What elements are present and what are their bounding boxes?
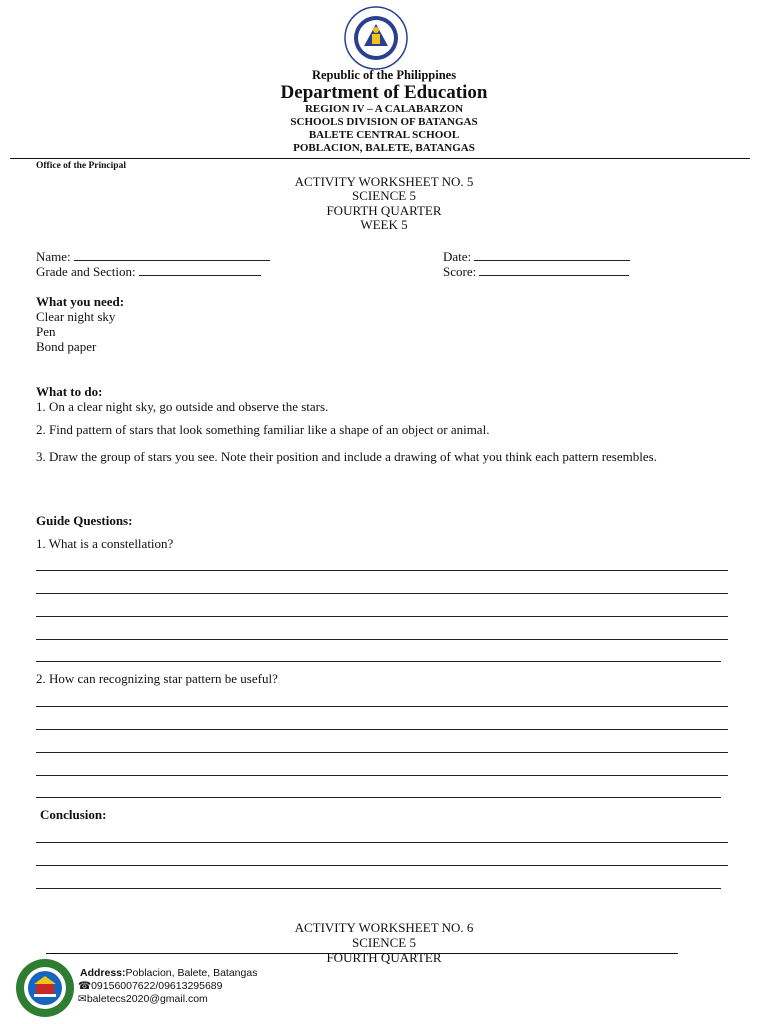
letterhead-divider [10,158,750,159]
need-item: Bond paper [36,339,97,354]
footer-address-label: Address: [80,967,126,979]
answer-line[interactable] [36,888,721,889]
answer-line[interactable] [36,729,728,730]
email-icon: ✉ [78,993,87,1005]
grade-label: Grade and Section: [36,264,136,279]
deped-seal [340,6,412,70]
question-item: 1. What is a constellation? [36,536,174,551]
need-item: Pen [36,324,56,339]
deped-seal-icon [340,6,412,70]
worksheet-title: ACTIVITY WORKSHEET NO. 5 [294,174,474,189]
score-label: Score: [443,264,477,279]
region-text: REGION IV – A CALABARZON [304,103,464,115]
name-blank[interactable] [74,250,270,261]
division-text: SCHOOLS DIVISION OF BATANGAS [290,116,478,128]
score-field [443,264,629,279]
date-blank[interactable] [474,250,630,261]
step-item: 2. Find pattern of stars that look something familiar like a shape of an object or animal. [36,422,490,437]
step-item: 3. Draw the group of stars you see. Note their position and include a drawing of what you think each pattern resembles. [36,449,657,464]
grade-field [36,264,261,279]
answer-line[interactable] [36,616,728,617]
footer-email [78,993,208,1006]
school-logo [14,958,76,1018]
answer-line[interactable] [36,570,728,571]
answer-line[interactable] [36,865,728,866]
footer-address [80,967,257,980]
next-worksheet-subject: SCIENCE 5 [352,935,416,950]
footer-address-value: Poblacion, Balete, Batangas [125,967,258,979]
footer-phone-text: 09156007622/09613295689 [91,980,223,992]
answer-line[interactable] [36,661,721,662]
office-label: Office of the Principal [36,161,126,171]
school-logo-icon [14,958,76,1018]
answer-line[interactable] [36,639,728,640]
step-item: 1. On a clear night sky, go outside and observe the stars. [36,399,329,414]
department-title: Department of Education [280,82,488,103]
guide-questions-heading: Guide Questions: [36,513,133,528]
grade-blank[interactable] [139,265,261,276]
answer-line[interactable] [36,797,721,798]
worksheet-quarter: FOURTH QUARTER [326,203,442,218]
name-field [36,249,270,264]
answer-line[interactable] [36,752,728,753]
conclusion-heading: Conclusion: [40,807,107,822]
date-field [443,249,630,264]
school-address-text: POBLACION, BALETE, BATANGAS [293,142,475,154]
what-you-need-heading: What you need: [36,294,125,309]
school-text: BALETE CENTRAL SCHOOL [308,129,460,141]
answer-line[interactable] [36,706,728,707]
question-item: 2. How can recognizing star pattern be useful? [36,671,278,686]
score-blank[interactable] [479,265,629,276]
name-label: Name: [36,249,71,264]
worksheet-week: WEEK 5 [360,217,408,232]
republic-text: Republic of the Philippines [311,68,457,82]
what-to-do-heading: What to do: [36,384,103,399]
need-item: Clear night sky [36,309,116,324]
phone-icon: ☎ [78,980,92,992]
answer-line[interactable] [36,842,728,843]
next-worksheet-title: ACTIVITY WORKSHEET NO. 6 [294,920,474,935]
worksheet-subject: SCIENCE 5 [352,188,416,203]
footer-email-text: baletecs2020@gmail.com [86,993,208,1005]
next-worksheet-quarter: FOURTH QUARTER [326,950,442,965]
answer-line[interactable] [36,775,728,776]
date-label: Date: [443,249,472,264]
footer-phone [78,980,222,993]
answer-line[interactable] [36,593,728,594]
